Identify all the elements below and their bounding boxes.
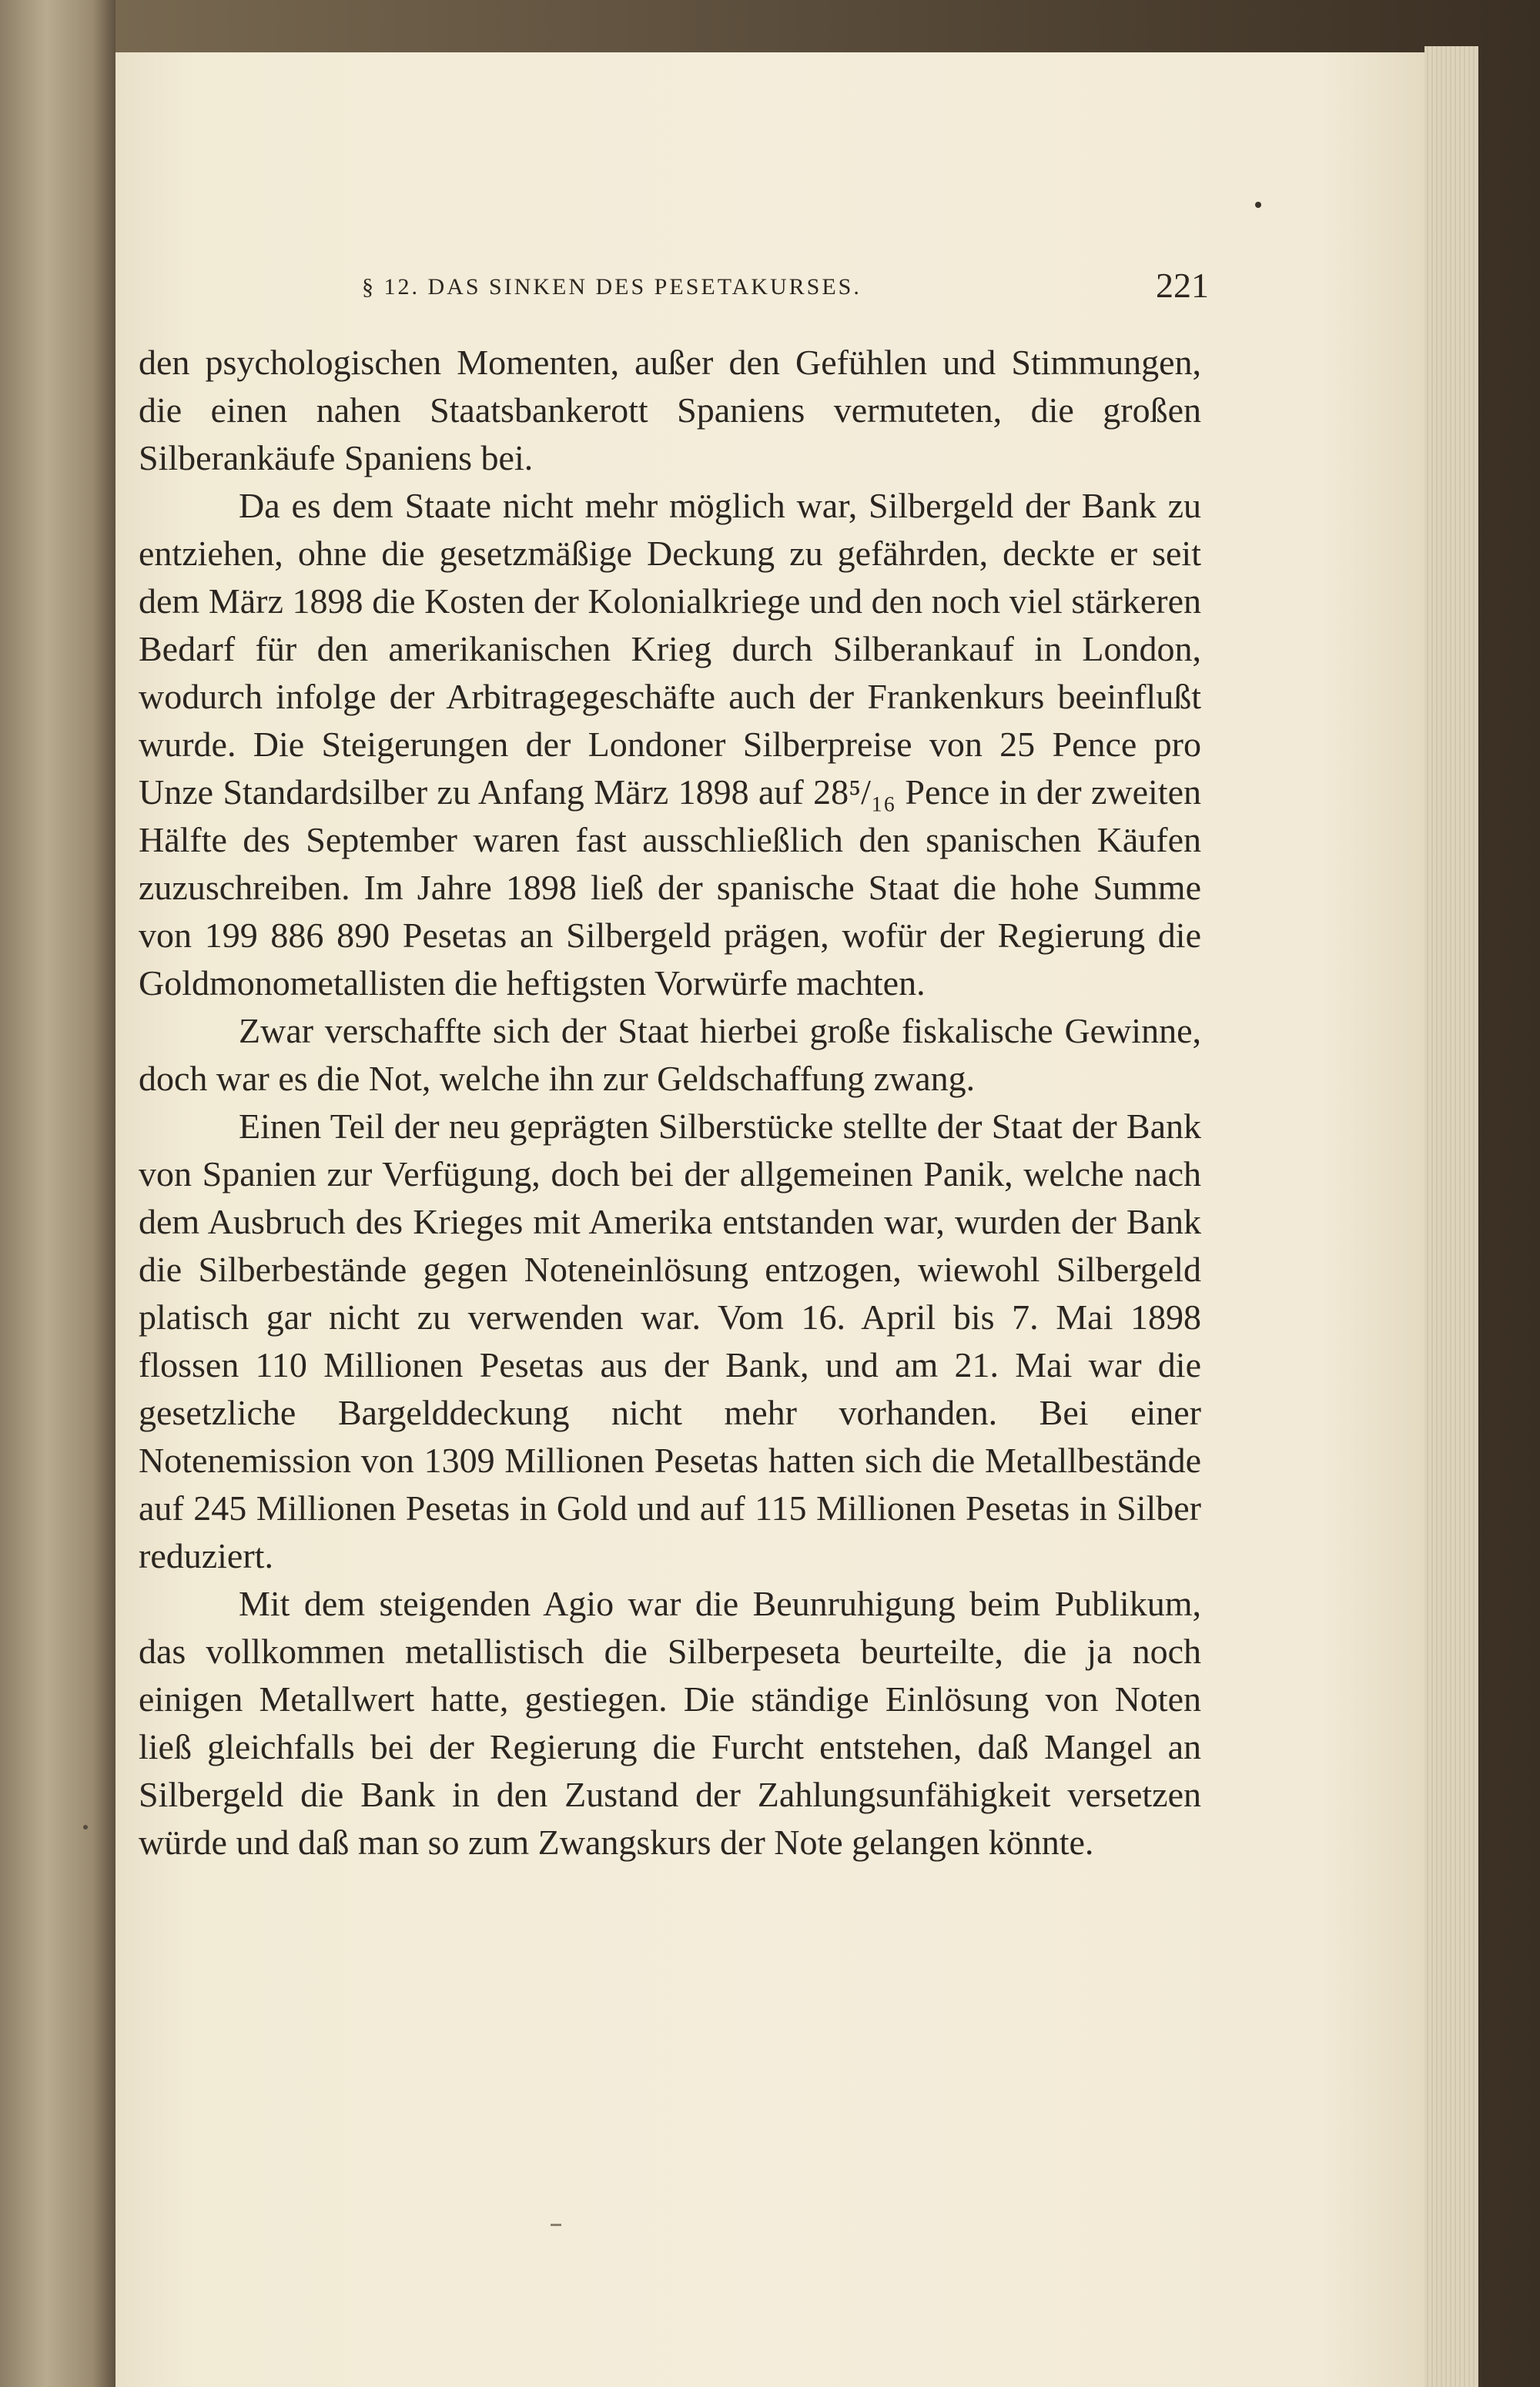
page-stack-edge — [1424, 46, 1478, 2387]
paragraph: den psychologischen Momenten, außer den Gefühlen und Stimmungen, die einen nahen Staatsbankerott Spaniens vermuteten, die großen Silberankäufe Spaniens bei. — [139, 343, 1201, 477]
page-number: 221 — [1156, 266, 1209, 305]
paragraph: Mit dem steigenden Agio war die Beunruhigung beim Publikum, das vollkommen metallistisch die Silberpeseta beurteilte, die ja noch einigen Metallwert hatte, gestiegen. Die ständige Einlösung von Noten ließ gleichfalls bei der Regierung die Furcht entstehen, daß Mangel an Silbergeld die Bank in den Zustand der Zahlungsunfähigkeit versetzen würde und daß man so zum Zwangskurs der Note gelangen könnte. — [139, 1584, 1201, 1862]
paragraph: Einen Teil der neu geprägten Silberstücke stellte der Staat der Bank von Spanien zur Verfügung, doch bei der allgemeinen Panik, welche nach dem Ausbruch des Krieges mit Amerika entstanden war, wurden der Bank die Silberbestände gegen Noteneinlösung entzogen, wiewohl Silbergeld platisch gar nicht zu verwenden war. Vom 16. April bis 7. Mai 1898 flossen 110 Millionen Pesetas aus der Bank, und am 21. Mai war die gesetzliche Bargelddeckung nicht mehr vorhanden. Bei einer Notenemission von 1309 Millionen Pesetas hatten sich die Metallbestände auf 245 Millionen Pesetas in Gold und auf 115 Millionen Pesetas in Silber reduziert. — [139, 1106, 1201, 1575]
previous-page-edge — [0, 0, 116, 2387]
paragraph: Da es dem Staate nicht mehr möglich war, Silbergeld der Bank zu entziehen, ohne die gesetzmäßige Deckung zu gefährden, deckte er seit dem März 1898 die Kosten der Kolonialkriege und den noch viel stärkeren Bedarf für den amerikanischen Krieg durch Silberankauf in London, wodurch infolge der Arbitragegeschäfte auch der Frankenkurs beeinflußt wurde. Die Steigerungen der Londoner Silberpreise von 25 Pence pro Unze Standardsilber zu Anfang März 1898 auf 28⁵/₁₆ Pence in der zweiten Hälfte des September waren fast ausschließlich den spanischen Käufen zuzuschreiben. Im Jahre 1898 ließ der spanische Staat die hohe Summe von 199 886 890 Pesetas an Silbergeld prägen, wofür der Regierung die Goldmonometallisten die heftigsten Vorwürfe machten. — [139, 486, 1201, 1003]
running-head: § 12. DAS SINKEN DES PESETAKURSES. — [362, 274, 862, 300]
body-text — [139, 339, 1201, 1866]
margin-speck — [83, 1825, 88, 1830]
printer-mark — [1255, 202, 1261, 208]
paragraph: Zwar verschaffte sich der Staat hierbei große fiskalische Gewinne, doch war es die Not, welche ihn zur Geldschaffung zwang. — [139, 1011, 1201, 1098]
bottom-speck — [551, 2224, 561, 2226]
page-header — [346, 266, 1209, 317]
